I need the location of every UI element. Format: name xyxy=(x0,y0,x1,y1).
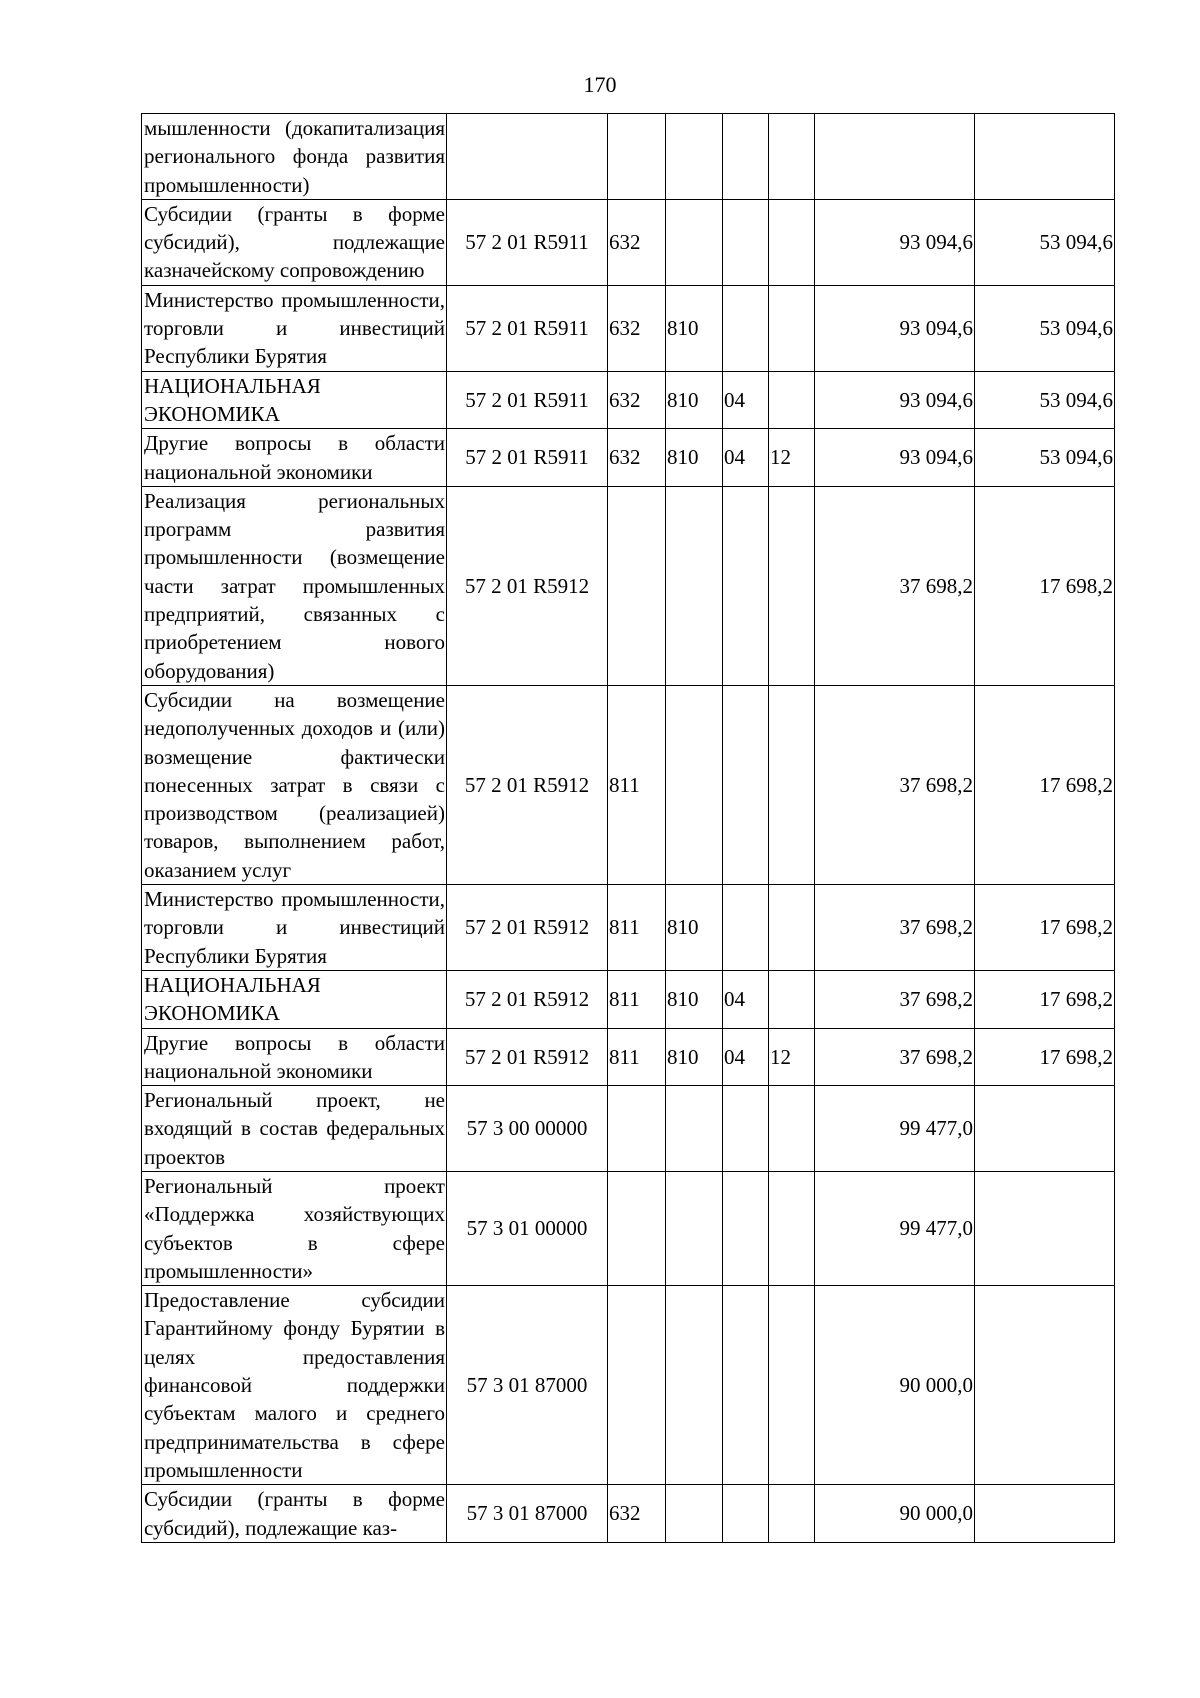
row-col4: 810 xyxy=(666,1028,723,1086)
row-amount-2: 53 094,6 xyxy=(975,199,1115,285)
row-description: Субсидии на возмещение недополученных доходов и (или) возмещение фактически понесенных затрат в связи с производством (реализацией) товаров, выполнением работ, оказанием услуг xyxy=(142,685,447,884)
row-col4: 810 xyxy=(666,371,723,429)
row-col5 xyxy=(723,1171,769,1285)
row-col3: 811 xyxy=(608,1028,666,1086)
row-amount-1: 90 000,0 xyxy=(815,1485,975,1543)
row-col6: 12 xyxy=(769,429,815,487)
row-code: 57 2 01 R5912 xyxy=(447,970,608,1028)
row-col4: 810 xyxy=(666,885,723,971)
row-col6 xyxy=(769,885,815,971)
row-amount-2 xyxy=(975,114,1115,200)
row-amount-2: 17 698,2 xyxy=(975,885,1115,971)
row-code: 57 2 01 R5911 xyxy=(447,285,608,371)
row-amount-1: 37 698,2 xyxy=(815,486,975,685)
row-amount-1: 93 094,6 xyxy=(815,199,975,285)
row-col6 xyxy=(769,970,815,1028)
row-col4 xyxy=(666,685,723,884)
row-col6 xyxy=(769,1485,815,1543)
row-amount-2: 53 094,6 xyxy=(975,285,1115,371)
row-code: 57 2 01 R5912 xyxy=(447,1028,608,1086)
row-amount-2 xyxy=(975,1171,1115,1285)
row-amount-1: 90 000,0 xyxy=(815,1286,975,1485)
row-col5: 04 xyxy=(723,371,769,429)
row-code: 57 3 01 87000 xyxy=(447,1286,608,1485)
row-code: 57 2 01 R5911 xyxy=(447,199,608,285)
row-col4: 810 xyxy=(666,285,723,371)
row-code: 57 2 01 R5912 xyxy=(447,885,608,971)
table-row xyxy=(142,114,1115,200)
row-col5: 04 xyxy=(723,1028,769,1086)
page-number: 170 xyxy=(583,72,617,97)
row-col6 xyxy=(769,199,815,285)
row-col4: 810 xyxy=(666,970,723,1028)
row-amount-1: 37 698,2 xyxy=(815,885,975,971)
row-col3: 811 xyxy=(608,970,666,1028)
row-col4 xyxy=(666,199,723,285)
row-amount-2: 17 698,2 xyxy=(975,685,1115,884)
row-description: Другие вопросы в области национальной экономики xyxy=(142,429,447,487)
row-col5 xyxy=(723,685,769,884)
row-amount-1: 99 477,0 xyxy=(815,1171,975,1285)
budget-table xyxy=(141,113,1115,1543)
row-code: 57 3 01 00000 xyxy=(447,1171,608,1285)
row-description: Предоставление субсидии Гарантийному фонду Бурятии в целях предоставления финансовой поддержки субъектам малого и среднего предпринимательства в сфере промышленности xyxy=(142,1286,447,1485)
row-code: 57 2 01 R5912 xyxy=(447,685,608,884)
row-col4 xyxy=(666,486,723,685)
row-col6 xyxy=(769,114,815,200)
row-code: 57 3 00 00000 xyxy=(447,1086,608,1172)
row-code xyxy=(447,114,608,200)
table-row xyxy=(142,885,1115,971)
row-col5: 04 xyxy=(723,429,769,487)
table-row xyxy=(142,1485,1115,1543)
row-col3: 632 xyxy=(608,371,666,429)
row-col3: 632 xyxy=(608,285,666,371)
table-row xyxy=(142,486,1115,685)
row-col6 xyxy=(769,486,815,685)
row-amount-2 xyxy=(975,1485,1115,1543)
row-col3 xyxy=(608,1086,666,1172)
row-code: 57 3 01 87000 xyxy=(447,1485,608,1543)
row-col3: 811 xyxy=(608,885,666,971)
row-col6 xyxy=(769,1286,815,1485)
row-col4 xyxy=(666,114,723,200)
row-amount-2: 53 094,6 xyxy=(975,429,1115,487)
row-code: 57 2 01 R5911 xyxy=(447,429,608,487)
row-amount-2: 17 698,2 xyxy=(975,970,1115,1028)
row-amount-1: 37 698,2 xyxy=(815,1028,975,1086)
table-row xyxy=(142,1086,1115,1172)
table-row xyxy=(142,970,1115,1028)
table-row xyxy=(142,1286,1115,1485)
row-col3 xyxy=(608,114,666,200)
row-amount-1: 37 698,2 xyxy=(815,685,975,884)
row-col3: 632 xyxy=(608,1485,666,1543)
row-code: 57 2 01 R5912 xyxy=(447,486,608,685)
row-description: НАЦИОНАЛЬНАЯ ЭКОНОМИКА xyxy=(142,371,447,429)
row-col3 xyxy=(608,1171,666,1285)
row-col5 xyxy=(723,1286,769,1485)
row-amount-1: 93 094,6 xyxy=(815,429,975,487)
row-col6 xyxy=(769,1086,815,1172)
row-description: Другие вопросы в области национальной экономики xyxy=(142,1028,447,1086)
row-col5 xyxy=(723,885,769,971)
row-amount-2: 17 698,2 xyxy=(975,1028,1115,1086)
row-col3: 632 xyxy=(608,199,666,285)
row-code: 57 2 01 R5911 xyxy=(447,371,608,429)
table-row xyxy=(142,685,1115,884)
table-row xyxy=(142,1171,1115,1285)
row-description: Субсидии (гранты в форме субсидий), подлежащие каз- xyxy=(142,1485,447,1543)
row-amount-2: 17 698,2 xyxy=(975,486,1115,685)
row-col4 xyxy=(666,1086,723,1172)
row-amount-1: 37 698,2 xyxy=(815,970,975,1028)
row-col4 xyxy=(666,1485,723,1543)
row-description: Реализация региональных программ развития промышленности (возмещение части затрат промышленных предприятий, связанных с приобретением нового оборудования) xyxy=(142,486,447,685)
row-col4 xyxy=(666,1286,723,1485)
table-row xyxy=(142,429,1115,487)
row-col6 xyxy=(769,285,815,371)
table-row xyxy=(142,285,1115,371)
row-col4 xyxy=(666,1171,723,1285)
row-col5 xyxy=(723,199,769,285)
row-description: мышленности (докапитализация регионального фонда развития промышленности) xyxy=(142,114,447,200)
table-row xyxy=(142,371,1115,429)
row-description: Министерство промышленности, торговли и инвестиций Республики Бурятия xyxy=(142,885,447,971)
row-description: НАЦИОНАЛЬНАЯ ЭКОНОМИКА xyxy=(142,970,447,1028)
row-col6 xyxy=(769,371,815,429)
row-description: Субсидии (гранты в форме субсидий), подлежащие казначейскому сопровождению xyxy=(142,199,447,285)
row-description: Региональный проект, не входящий в состав федеральных проектов xyxy=(142,1086,447,1172)
row-col5 xyxy=(723,1485,769,1543)
row-amount-1 xyxy=(815,114,975,200)
row-amount-2 xyxy=(975,1086,1115,1172)
row-description: Региональный проект «Поддержка хозяйствующих субъектов в сфере промышленности» xyxy=(142,1171,447,1285)
row-col5 xyxy=(723,486,769,685)
row-col3: 811 xyxy=(608,685,666,884)
row-amount-1: 93 094,6 xyxy=(815,371,975,429)
row-col5 xyxy=(723,114,769,200)
table-row xyxy=(142,199,1115,285)
row-description: Министерство промышленности, торговли и инвестиций Республики Бурятия xyxy=(142,285,447,371)
row-col6 xyxy=(769,685,815,884)
row-amount-2: 53 094,6 xyxy=(975,371,1115,429)
row-col3: 632 xyxy=(608,429,666,487)
row-amount-1: 93 094,6 xyxy=(815,285,975,371)
row-amount-1: 99 477,0 xyxy=(815,1086,975,1172)
row-col6 xyxy=(769,1171,815,1285)
row-col5 xyxy=(723,285,769,371)
row-col3 xyxy=(608,486,666,685)
row-col3 xyxy=(608,1286,666,1485)
row-col5: 04 xyxy=(723,970,769,1028)
row-amount-2 xyxy=(975,1286,1115,1485)
row-col6: 12 xyxy=(769,1028,815,1086)
table-row xyxy=(142,1028,1115,1086)
row-col4: 810 xyxy=(666,429,723,487)
row-col5 xyxy=(723,1086,769,1172)
